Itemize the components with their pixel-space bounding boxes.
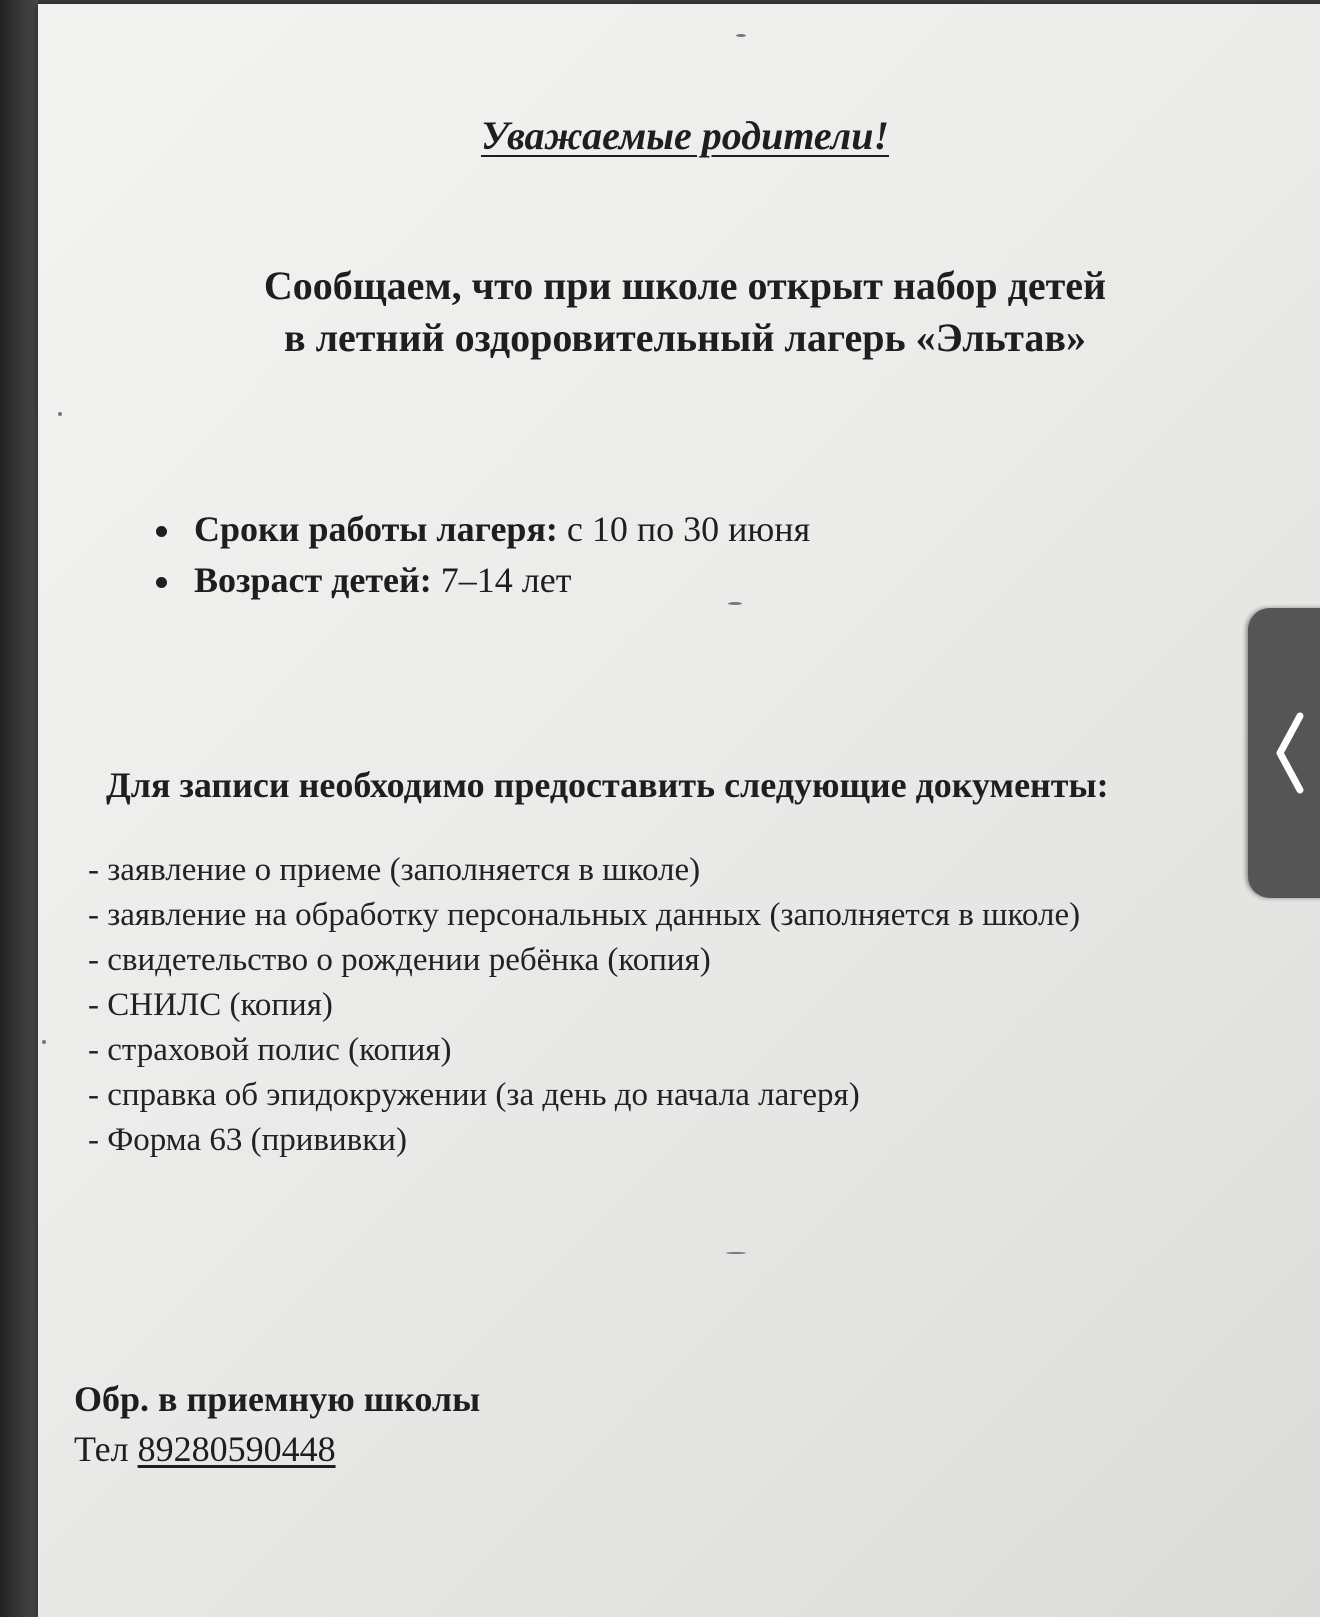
phone-label: Тел	[74, 1429, 138, 1469]
paper-speck	[726, 1252, 746, 1254]
headline-line-1: Сообщаем, что при школе открыт набор детей	[263, 263, 1107, 308]
list-item: - СНИЛС (копия)	[88, 987, 333, 1023]
dark-background-edge	[0, 0, 38, 1617]
phone-number: 89280590448	[137, 1429, 336, 1469]
paper-speck	[42, 1040, 46, 1044]
list-item: - свидетельство о рождении ребёнка (копия)	[88, 942, 711, 978]
notice-title: Уважаемые родители!	[480, 113, 890, 158]
documents-heading: Для записи необходимо предоставить следующие документы:	[106, 765, 1109, 805]
children-age-value: 7–14 лет	[431, 560, 572, 600]
chevron-left-icon	[1270, 708, 1310, 798]
notice-sheet	[38, 4, 1320, 1617]
paper-speck	[736, 34, 746, 37]
contact-line: Обр. в приемную школы	[74, 1379, 481, 1419]
list-item: - заявление о приеме (заполняется в школе)	[88, 852, 701, 888]
list-item: - заявление на обработку персональных данных (заполняется в школе)	[88, 897, 1081, 933]
children-age-label: Возраст детей:	[194, 560, 432, 600]
list-item: - Форма 63 (прививки)	[88, 1122, 407, 1158]
camp-dates-label: Сроки работы лагеря:	[194, 509, 558, 549]
headline-line-2: в летний оздоровительный лагерь «Эльтав»	[283, 315, 1087, 360]
list-item	[150, 559, 810, 610]
list-item: - страховой полис (копия)	[88, 1032, 452, 1068]
list-item: - справка об эпидокружении (за день до начала лагеря)	[88, 1077, 860, 1113]
list-item	[150, 508, 810, 559]
documents-list	[88, 852, 1080, 1167]
camp-info-list	[150, 508, 810, 610]
camp-dates-value: с 10 по 30 июня	[557, 509, 811, 549]
phone-line	[74, 1428, 336, 1470]
side-panel-tab[interactable]	[1248, 608, 1320, 898]
paper-speck	[58, 412, 62, 416]
